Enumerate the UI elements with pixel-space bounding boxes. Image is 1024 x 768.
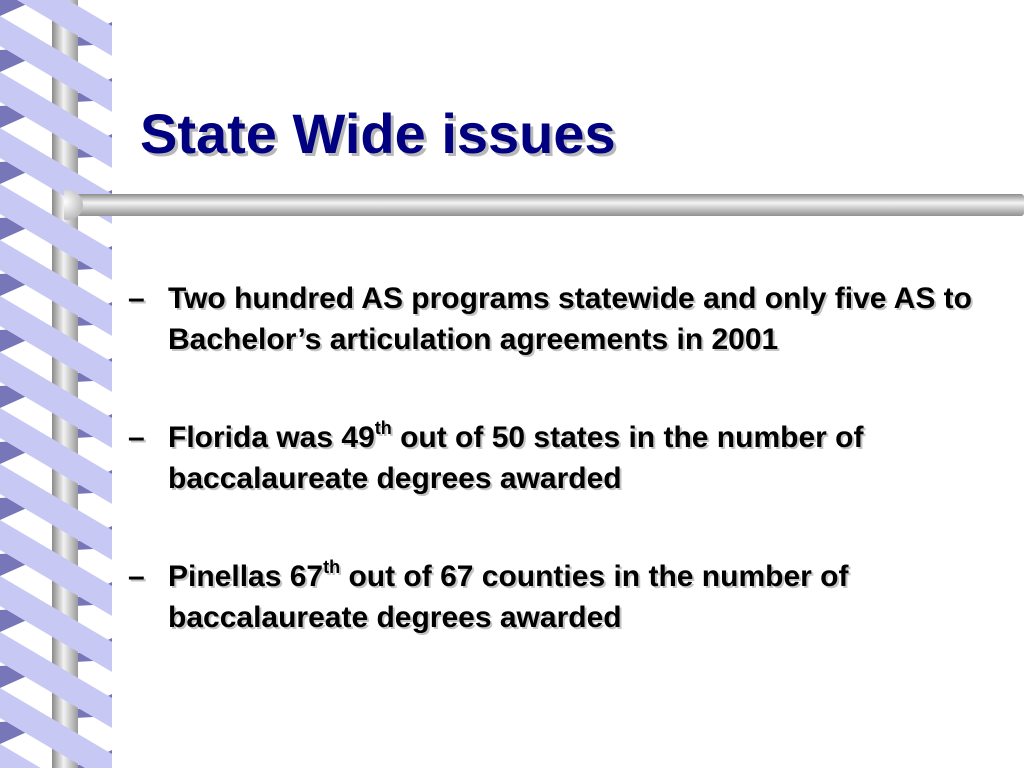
ordinal-suffix: th [323, 557, 341, 577]
bullet-dash: – [128, 282, 145, 315]
ribbon-pole-decoration-icon [0, 0, 112, 768]
bullet-item [128, 278, 1008, 360]
bullet-text: Florida was 49 [168, 421, 375, 454]
bullet-text: out of 67 counties in the number of baccalaureate degrees awarded [168, 560, 849, 634]
bullet-text: Pinellas 67 [168, 560, 324, 593]
ordinal-suffix: th [374, 418, 392, 438]
bullet-text: Two hundred AS programs statewide and only five AS to Bachelor’s articulation agreements in 2001 [168, 282, 972, 356]
bullet-dash: – [128, 560, 145, 593]
page-title: State Wide issues [140, 102, 616, 165]
rule-bar [64, 194, 1024, 216]
bullet-item [128, 556, 1008, 638]
horizontal-rule-bar-icon [64, 190, 1024, 220]
bullet-item [128, 417, 1008, 499]
bullet-text: out of 50 states in the number of baccalaureate degrees awarded [168, 421, 864, 495]
bullet-dash: – [128, 421, 145, 454]
bullet-list [128, 278, 1008, 638]
